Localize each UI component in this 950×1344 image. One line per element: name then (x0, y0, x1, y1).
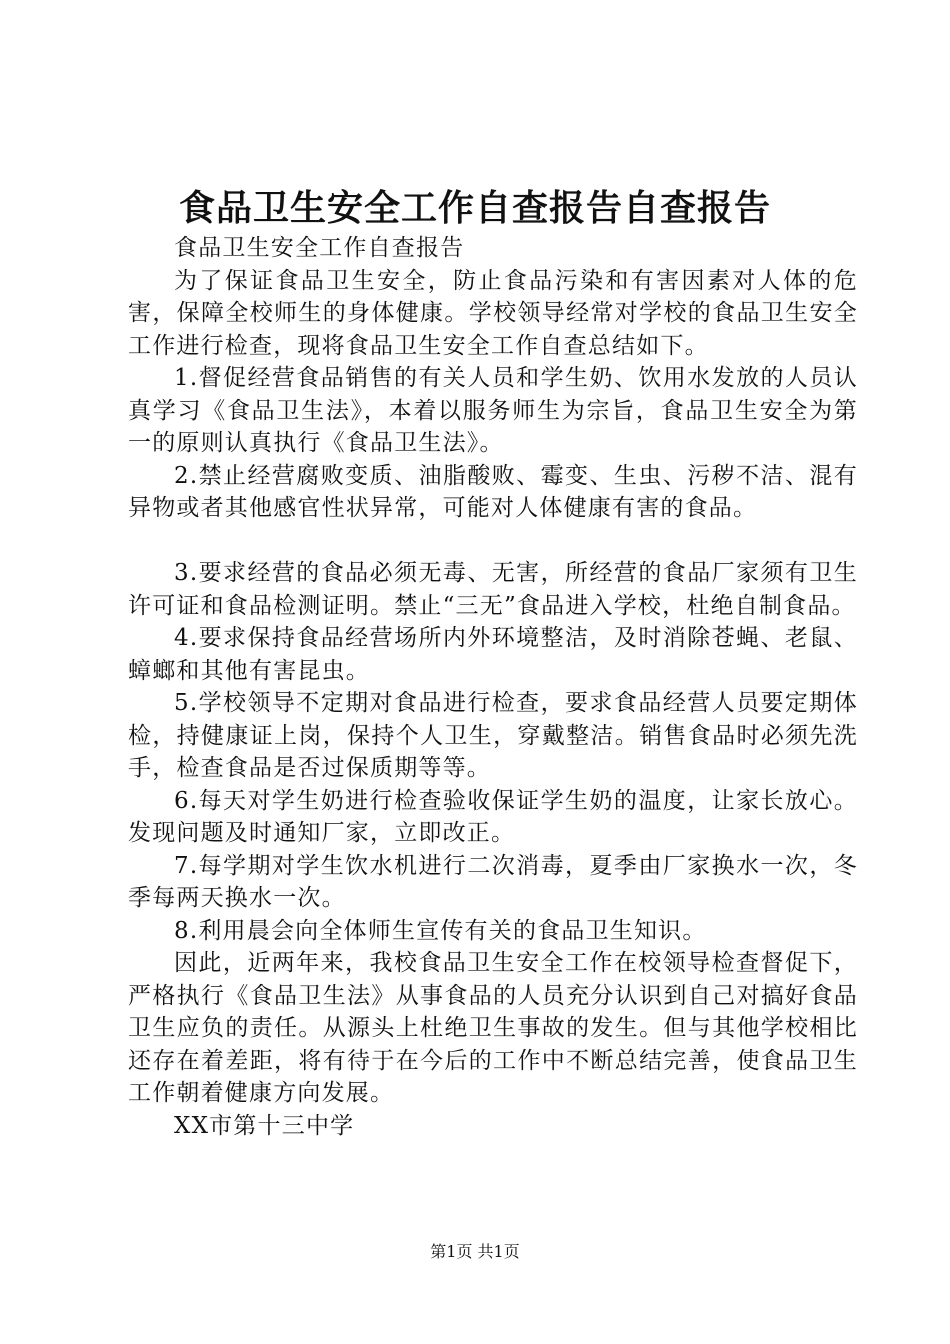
page-footer: 第1页 共1页 (430, 1242, 520, 1261)
document-title: 食品卫生安全工作自查报告自查报告 (178, 187, 771, 229)
item-2-paragraph: 2.禁止经营腐败变质、油脂酸败、霉变、生虫、污秽不洁、混有异物或者其他感官性状异常，可能对人体健康有害的食品。 (128, 462, 858, 521)
item-7-paragraph: 7.每学期对学生饮水机进行二次消毒，夏季由厂家换水一次，冬季每两天换水一次。 (128, 852, 858, 911)
item-3-paragraph: 3.要求经营的食品必须无毒、无害，所经营的食品厂家须有卫生许可证和食品检测证明。禁止“三无”食品进入学校，杜绝自制食品。 (128, 560, 858, 619)
item-5-paragraph: 5.学校领导不定期对食品进行检查，要求食品经营人员要定期体检，持健康证上岗，保持个人卫生，穿戴整洁。销售食品时必须先洗手，检查食品是否过保质期等等。 (128, 690, 858, 781)
item-1-paragraph: 1.督促经营食品销售的有关人员和学生奶、饮用水发放的人员认真学习《食品卫生法》，本着以服务师生为宗旨，食品卫生安全为第一的原则认真执行《食品卫生法》。 (128, 365, 858, 456)
subtitle-paragraph: 食品卫生安全工作自查报告 (174, 235, 465, 261)
signature-paragraph: XX市第十三中学 (174, 1112, 355, 1139)
intro-paragraph: 为了保证食品卫生安全，防止食品污染和有害因素对人体的危害，保障全校师生的身体健康。学校领导经常对学校的食品卫生安全工作进行检查，现将食品卫生安全工作自查总结如下。 (128, 267, 858, 359)
item-6-paragraph: 6.每天对学生奶进行检查验收保证学生奶的温度，让家长放心。发现问题及时通知厂家，立即改正。 (128, 787, 858, 846)
item-8-paragraph: 8.利用晨会向全体师生宣传有关的食品卫生知识。 (174, 917, 707, 944)
item-4-paragraph: 4.要求保持食品经营场所内外环境整洁，及时消除苍蝇、老鼠、蟑螂和其他有害昆虫。 (128, 625, 858, 684)
conclusion-paragraph: 因此，近两年来，我校食品卫生安全工作在校领导检查督促下，严格执行《食品卫生法》从事食品的人员充分认识到自己对搞好食品卫生应负的责任。从源头上杜绝卫生事故的发生。但与其他学校相比还存在着差距，将有待于在今后的工作中不断总结完善，使食品卫生工作朝着健康方向发展。 (128, 950, 858, 1106)
document-body (128, 232, 858, 1142)
